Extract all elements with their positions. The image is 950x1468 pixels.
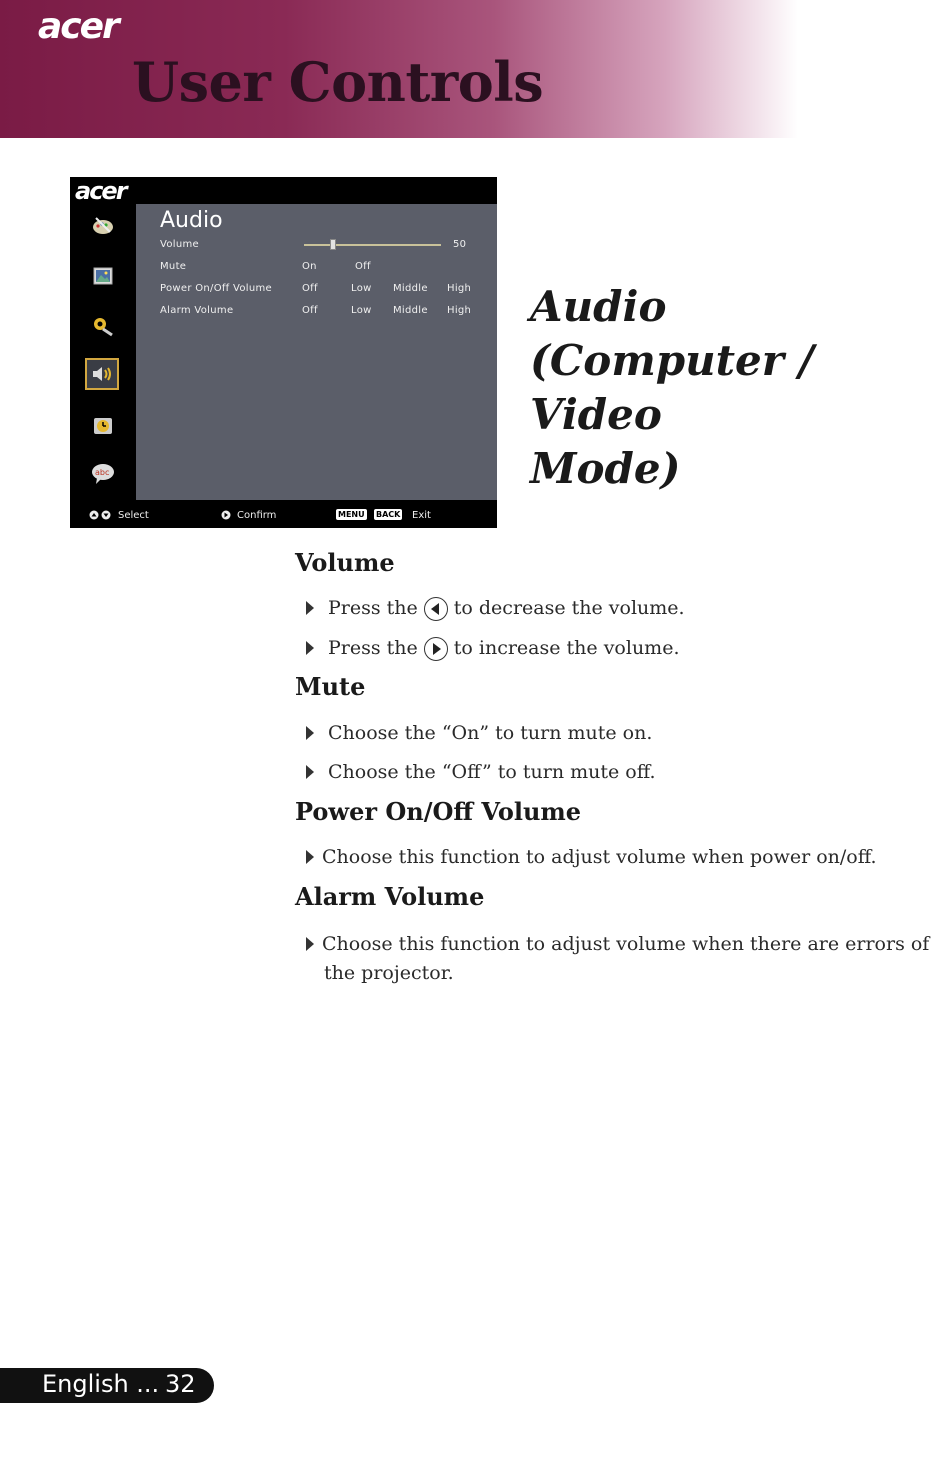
timer-icon[interactable] — [90, 413, 116, 439]
color-palette-icon[interactable] — [90, 213, 116, 239]
power-volume-high[interactable]: High — [447, 283, 472, 294]
mute-bullet-on — [306, 719, 652, 748]
alarm-volume-high[interactable]: High — [447, 305, 472, 316]
language-icon[interactable] — [90, 461, 116, 487]
osd-footer-exit: Exit — [412, 510, 431, 521]
mute-option-off[interactable]: Off — [355, 261, 371, 272]
power-volume-middle[interactable]: Middle — [393, 283, 428, 294]
right-button-icon — [424, 637, 448, 661]
osd-footer-confirm: Confirm — [237, 510, 277, 521]
header-banner — [0, 0, 950, 138]
osd-sidebar — [70, 205, 136, 501]
mute-heading: Mute — [295, 672, 366, 701]
osd-row-power-volume-label: Power On/Off Volume — [160, 283, 272, 294]
bullet-text: Choose this function to adjust volume when power on/off. — [322, 846, 877, 868]
section-title-line3: Mode) — [530, 444, 681, 493]
bullet-arrow-icon — [306, 765, 314, 779]
volume-value: 50 — [453, 239, 467, 250]
alarm-volume-low[interactable]: Low — [351, 305, 372, 316]
bullet-text: Press the — [328, 637, 418, 659]
alarm-volume-bullet — [306, 930, 946, 988]
osd-row-alarm-volume-label: Alarm Volume — [160, 305, 234, 316]
bullet-text-continued: the projector. — [324, 962, 454, 984]
bullet-text: Choose the “On” to turn mute on. — [328, 722, 653, 744]
page-number: 32 — [165, 1370, 196, 1398]
osd-audio-panel — [136, 204, 497, 500]
svg-text:abc: abc — [95, 468, 110, 477]
left-button-icon — [424, 597, 448, 621]
volume-heading: Volume — [295, 548, 395, 577]
up-down-arrows-icon — [89, 510, 113, 520]
footer-language: English ... — [42, 1370, 160, 1398]
volume-bullet-decrease — [306, 594, 685, 623]
osd-brand-logo: acer — [75, 177, 126, 205]
section-title — [530, 280, 930, 496]
bullet-arrow-icon — [306, 850, 314, 864]
osd-menu-screenshot — [70, 177, 497, 528]
bullet-arrow-icon — [306, 726, 314, 740]
volume-slider-knob[interactable] — [330, 239, 336, 250]
bullet-arrow-icon — [306, 601, 314, 615]
alarm-volume-heading: Alarm Volume — [295, 882, 485, 911]
power-volume-heading: Power On/Off Volume — [295, 797, 582, 826]
power-volume-bullet — [306, 843, 877, 872]
bullet-text: to decrease the volume. — [453, 597, 685, 619]
alarm-volume-off[interactable]: Off — [302, 305, 318, 316]
osd-row-volume-label: Volume — [160, 239, 199, 250]
section-title-line2: (Computer / Video — [530, 336, 814, 439]
bullet-arrow-icon — [306, 641, 314, 655]
volume-bullet-increase — [306, 634, 679, 663]
page-footer — [0, 1368, 214, 1403]
back-key[interactable]: BACK — [376, 510, 401, 519]
osd-row-mute-label: Mute — [160, 261, 187, 272]
osd-footer — [70, 501, 497, 528]
osd-footer-select: Select — [118, 510, 149, 521]
image-icon[interactable] — [90, 263, 116, 289]
section-title-line1: Audio — [530, 282, 667, 331]
right-arrow-icon — [221, 510, 233, 520]
page-title: User Controls — [132, 50, 544, 114]
settings-wrench-icon[interactable] — [90, 313, 116, 339]
bullet-text: to increase the volume. — [453, 637, 680, 659]
mute-bullet-off — [306, 758, 656, 787]
alarm-volume-middle[interactable]: Middle — [393, 305, 428, 316]
power-volume-low[interactable]: Low — [351, 283, 372, 294]
mute-option-on[interactable]: On — [302, 261, 317, 272]
bullet-text: Choose the “Off” to turn mute off. — [328, 761, 656, 783]
bullet-text: Press the — [328, 597, 418, 619]
menu-key[interactable]: MENU — [338, 510, 365, 519]
bullet-text: Choose this function to adjust volume when there are errors of — [322, 933, 930, 955]
osd-panel-title: Audio — [160, 208, 223, 233]
brand-logo: acer — [38, 6, 118, 47]
power-volume-off[interactable]: Off — [302, 283, 318, 294]
volume-slider[interactable] — [304, 244, 441, 246]
bullet-arrow-icon — [306, 937, 314, 951]
speaker-icon[interactable] — [85, 358, 119, 390]
